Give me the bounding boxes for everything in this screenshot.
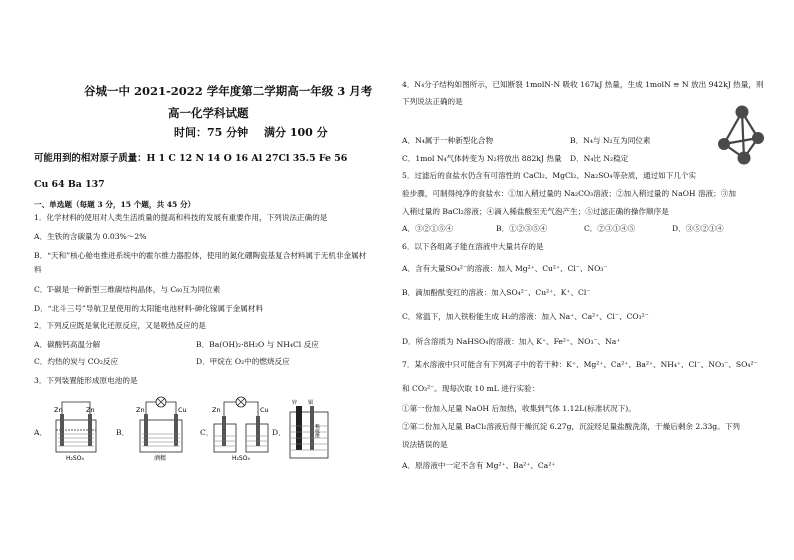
exam-time: 时间：75 分钟 <box>174 126 249 139</box>
q4-stem-line2: 下列说法正确的是 <box>402 97 463 106</box>
q4-option-c: C．1mol N₄气体转变为 N₂将放出 882kJ 热量 <box>402 154 562 163</box>
q7-option-a: A．原溶液中一定不含有 Mg²⁺、Ba²⁺、Ca²⁺ <box>402 461 556 470</box>
q5-stem-line2: 验步骤，可制得纯净的食盐水：①加入稍过量的 Na₂CO₃溶液；②加入稍过量的 NaOH 溶液；③加 <box>402 189 736 198</box>
fig-b-left-label: Zn <box>136 406 145 414</box>
fig-a-solution-label: H₂SO₄ <box>66 455 84 462</box>
fig-c-solution-label: H₂SO₄ <box>232 455 250 462</box>
q1-option-b-line1: B．“天和”核心舱电推进系统中的霍尔推力器腔体，使用的氮化硼陶瓷基复合材料属于无机非金属材 <box>34 251 367 260</box>
q2-option-d: D．甲烷在 O₂中的燃烧反应 <box>196 357 290 366</box>
q3-figure-b <box>130 394 192 464</box>
q1-option-b-line2: 料 <box>34 265 42 274</box>
q5-option-d: D．③⑤②①④ <box>672 224 724 233</box>
q3-figure-a <box>46 394 106 464</box>
exam-title: 谷城一中 2021-2022 学年度第二学期高一年级 3 月考 <box>84 84 373 98</box>
q6-option-d: D．所含溶质为 NaHSO₄的溶液：加入 K⁺、Fe²⁺、NO₃⁻、Na⁺ <box>402 337 621 346</box>
fig-d-right-label: 铜 <box>308 400 314 406</box>
fig-d-left-label: 锌 <box>292 400 298 406</box>
q3-stem: 3．下列装置能形成原电池的是 <box>34 376 138 385</box>
electrode-left <box>60 414 64 446</box>
q4-option-a: A．N₄属于一种新型化合物 <box>402 136 494 145</box>
q6-option-b: B．滴加酚酞变红的溶液：加入SO₄²⁻、Cu²⁺、K⁺、Cl⁻ <box>402 288 591 297</box>
exam-score: 满分 100 分 <box>264 126 328 139</box>
fig-d-solution-label: 稀硫酸 <box>314 424 320 438</box>
q5-option-a: A．③②①⑤④ <box>402 224 454 233</box>
q6-stem: 6．以下各组离子能在溶液中大量共存的是 <box>402 242 544 251</box>
q3-option-d: D． <box>272 428 286 437</box>
q5-stem-line1: 5．过滤后的食盐水仍含有可溶性的 CaCl₂、MgCl₂、Na₂SO₄等杂质，通过如下几个实 <box>402 171 697 180</box>
atomic-masses-line2: Cu 64 Ba 137 <box>34 179 105 190</box>
q2-option-a: A．碳酸钙高温分解 <box>34 340 101 349</box>
q2-option-b: B．Ba(OH)₂·8H₂O 与 NH₄Cl 反应 <box>196 340 319 349</box>
fig-a-left-label: Zn <box>54 406 63 414</box>
fig-c-right-label: Cu <box>260 406 269 414</box>
q6-option-c: C．常温下，加入铁粉能生成 H₂的溶液：加入 Na⁺、Ca²⁺、Cl⁻、CO₃²⁻ <box>402 312 649 321</box>
q3-figure-c <box>210 394 274 464</box>
q1-option-d: D．“北斗三号”导航卫星使用的太阳能电池材料-砷化镓属于金属材料 <box>34 304 264 313</box>
q3-figure-d <box>284 398 334 464</box>
q4-stem-line1: 4．N₄分子结构如图所示，已知断裂 1molN-N 吸收 167kJ 热量，生成 1molN ≡ N 放出 942kJ 热量，则 <box>402 80 764 89</box>
electrode-right <box>88 414 92 446</box>
q1-option-c: C．T-碳是一种新型三维碳结构晶体，与 C₆₀互为同位素 <box>34 285 221 294</box>
q4-option-b: B．N₄与 N₂互为同位素 <box>570 136 651 145</box>
q6-option-a: A．含有大量SO₄²⁻的溶液：加入 Mg²⁺、Cu²⁺、Cl⁻、NO₃⁻ <box>402 264 608 273</box>
q2-option-c: C．灼热的炭与 CO₂反应 <box>34 357 119 366</box>
exam-subject: 高一化学科试题 <box>168 106 249 120</box>
q7-stem-line1: 7．某水溶液中只可能含有下列离子中的若干种：K⁺、Mg²⁺、Ca²⁺、Ba²⁺、NH₄⁺、Cl⁻、NO₃⁻、SO₄²⁻ <box>402 360 758 369</box>
n4-molecule-diagram <box>718 104 766 166</box>
q1-option-a: A．生铁的含碳量为 0.03%～2% <box>34 232 147 241</box>
q7-stem-line2: 和 CO₃²⁻。现每次取 10 mL 进行实验： <box>402 384 540 393</box>
q1-stem: 1．化学材料的使用对人类生活质量的提高和科技的发展有重要作用，下列说法正确的是 <box>34 213 328 222</box>
q5-option-c: C．②③①④⑤ <box>584 224 636 233</box>
q2-stem: 2．下列反应既是氧化还原反应，又是吸热反应的是 <box>34 321 206 330</box>
q4-option-d: D．N₄比 N₂稳定 <box>570 154 629 163</box>
fig-a-right-label: Zn <box>86 406 95 414</box>
q7-step3: 说法错误的是 <box>402 440 448 449</box>
q3-option-b: B． <box>116 428 130 437</box>
q3-option-a: A． <box>34 428 48 437</box>
q7-step1: ①第一份加入足量 NaOH 后加热，收集到气体 1.12L(标准状况下)。 <box>402 404 636 413</box>
fig-b-right-label: Cu <box>178 406 187 414</box>
q7-step2: ②第二份加入足量 BaCl₂溶液后得干燥沉淀 6.27g，沉淀经足量盐酸洗涤，干燥后剩余 2.33g。下列 <box>402 422 740 431</box>
q3-option-c: C． <box>200 428 214 437</box>
q5-option-b: B．①②③⑤④ <box>496 224 548 233</box>
fig-b-solution-label: 酒精 <box>154 455 167 462</box>
fig-c-left-label: Zn <box>212 406 221 414</box>
q5-stem-line3: 入稍过量的 BaCl₂溶液；④滴入稀盐酸至无气泡产生；⑤过滤正确的操作顺序是 <box>402 207 669 216</box>
column-divider <box>395 75 396 515</box>
section-heading: 一、单选题（每题 3 分，15 个题，共 45 分） <box>34 200 196 209</box>
atomic-masses-line1: 可能用到的相对原子质量：H 1 C 12 N 14 O 16 Al 27Cl 35.5 Fe 56 <box>34 153 348 164</box>
